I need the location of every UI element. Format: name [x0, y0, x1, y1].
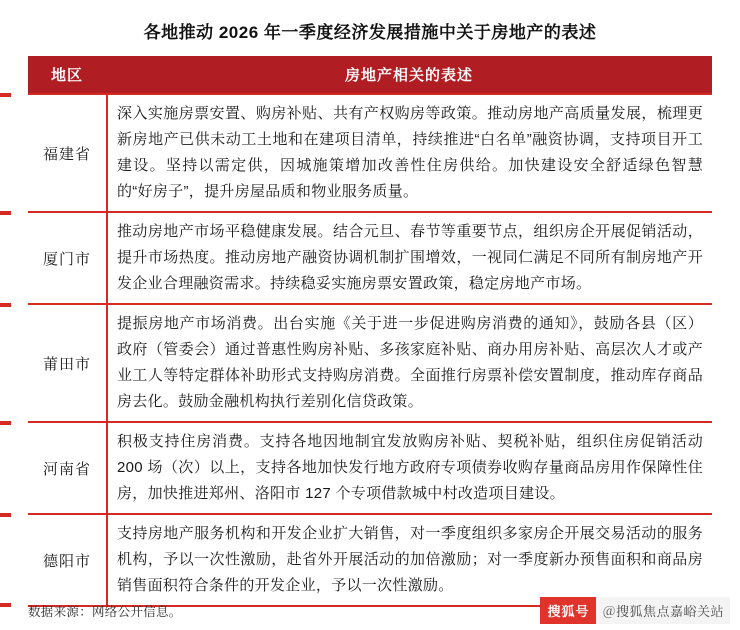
description-cell: 推动房地产市场平稳健康发展。结合元旦、春节等重要节点，组织房企开展促销活动，提升市场热度。推动房地产融资协调机制扩围增效，一视同仁满足不同所有制房地产开发企业合理融资需求。持续稳妥实施房票安置政策，稳定房地产市场。	[106, 213, 712, 303]
table-header-row	[28, 56, 712, 93]
table-row-deyang	[28, 513, 712, 605]
table-row-henan	[28, 421, 712, 513]
sohu-account-name: ＠搜狐焦点嘉峪关站	[596, 597, 730, 624]
region-cell: 德阳市	[42, 552, 91, 570]
sohu-badge: 搜狐号	[540, 597, 596, 624]
left-edge-mark	[0, 513, 11, 517]
table-row-putian	[28, 303, 712, 421]
sohu-watermark	[540, 597, 730, 624]
page-title: 各地推动 2026 年一季度经济发展措施中关于房地产的表述	[143, 23, 597, 42]
policy-table	[28, 56, 712, 607]
description-cell: 支持房地产服务机构和开发企业扩大销售，对一季度组织多家房企开展交易活动的服务机构，予以一次性激励，赴省外开展活动的加倍激励；对一季度新办预售面积和商品房销售面积符合条件的开发企业，予以一次性激励。	[106, 515, 712, 605]
table-row-xiamen	[28, 211, 712, 303]
footer	[28, 597, 730, 624]
data-source-note: 数据来源：网络公开信息。	[28, 604, 182, 619]
region-cell: 福建省	[42, 145, 91, 163]
region-cell: 河南省	[42, 460, 91, 478]
description-cell: 积极支持住房消费。支持各地因地制宜发放购房补贴、契税补贴，组织住房促销活动 200 场（次）以上，支持各地加快发行地方政府专项债券收购存量商品房用作保障性住房，加快推进郑州、洛阳市 127 个专项借款城中村改造项目建设。	[106, 423, 712, 513]
left-edge-mark	[0, 93, 11, 97]
left-edge-mark	[0, 303, 11, 307]
region-cell: 莆田市	[42, 355, 91, 373]
description-cell: 提振房地产市场消费。出台实施《关于进一步促进购房消费的通知》，鼓励各县（区）政府（管委会）通过普惠性购房补贴、多孩家庭补贴、商办用房补贴、高层次人才或产业工人等特定群体补助形式支持购房消费。全面推行房票补偿安置制度，推动库存商品房去化。鼓励金融机构执行差别化信贷政策。	[106, 305, 712, 421]
column-header-region: 地区	[50, 67, 83, 84]
table-row-fujian	[28, 93, 712, 211]
description-cell: 深入实施房票安置、购房补贴、共有产权购房等政策。推动房地产高质量发展，梳理更新房地产已供未动工土地和在建项目清单，持续推进“白名单”融资协调，支持项目开工建设。坚持以需定供，因城施策增加改善性住房供给。加快建设安全舒适绿色智慧的“好房子”，提升房屋品质和物业服务质量。	[106, 95, 712, 211]
left-edge-mark	[0, 211, 11, 215]
left-edge-mark	[0, 421, 11, 425]
region-cell: 厦门市	[42, 250, 91, 268]
left-edge-mark	[0, 603, 11, 607]
column-header-description: 房地产相关的表述	[344, 67, 473, 84]
